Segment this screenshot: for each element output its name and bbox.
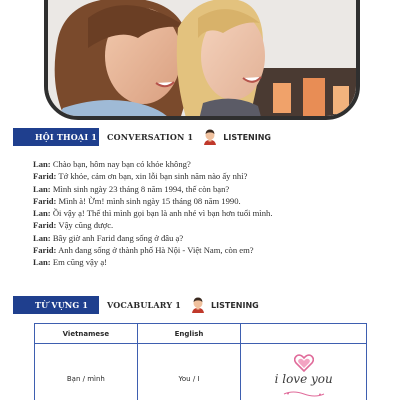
conversation-title: CONVERSATION 1 [107,132,194,142]
heart-icon [294,354,314,372]
speaker-name: Lan: [33,183,51,194]
speaker-name: Lan: [33,159,51,169]
love-text: i love you [274,371,333,386]
speaker-name: Lan: [33,257,51,268]
cell-image [241,344,367,400]
cell-english: You / I [137,344,241,400]
flourish-icon [282,390,326,398]
line-text: Mình sinh ngày 23 tháng 8 năm 1994, thế còn bạn? [50,183,230,194]
line-text: Vậy cũng được. [56,220,114,231]
header-vietnamese: Vietnamese [35,324,138,344]
dialogue-line [33,244,383,256]
header-english: English [137,324,241,344]
line-text: Bây giờ anh Farid đang sống ở đâu ạ? [50,232,184,243]
speaker-name: Farid: [33,220,57,231]
line-text: Anh đang sống ở thành phố Hà Nội - Việt Nam, còn em? [56,245,254,256]
dialogue [33,158,383,269]
speaker-name: Lan: [33,232,51,243]
dialogue-line [33,183,383,195]
dialogue-line [33,170,383,182]
vocabulary-title: VOCABULARY 1 [107,300,182,310]
speaker-name: Farid: [33,171,57,182]
line-text: Ồi vậy ạ! Thế thì mình gọi bạn là anh nhé vì bạn hơn tuổi mình. [50,208,273,219]
two-women-photo [48,0,360,120]
dialogue-line [33,219,383,231]
vocabulary-tag: TỪ VỰNG 1 [13,296,99,314]
conversation-tag: HỘI THOẠI 1 [13,128,99,146]
line-text: Tớ khỏe, cảm ơn bạn, xin lỗi bạn sinh năm nào ấy nhỉ? [56,171,248,182]
speaker-name: Farid: [33,195,57,206]
man-avatar-icon [191,297,205,313]
man-avatar-icon [203,129,217,145]
vocabulary-table [34,323,367,400]
dialogue-line [33,158,383,170]
dialogue-line [33,207,383,219]
conversation-header [13,128,271,146]
line-text: Chào bạn, hôm nay bạn có khỏe không? [50,159,191,169]
line-text: Em cũng vậy ạ! [50,257,107,268]
header-image [241,324,367,344]
vocabulary-header [13,296,259,314]
line-text: Mình à! Ừm! mình sinh ngày 15 tháng 08 năm 1990. [56,195,241,206]
table-header-row [35,324,367,344]
speaker-name: Lan: [33,208,51,219]
love-illustration [274,354,334,400]
header-photo [44,0,360,120]
conversation-listening-label[interactable]: LISTENING [223,132,271,142]
dialogue-line [33,195,383,207]
dialogue-line [33,232,383,244]
dialogue-line [33,256,383,268]
table-row [35,344,367,400]
vocabulary-listening-label[interactable]: LISTENING [211,300,259,310]
speaker-name: Farid: [33,245,57,256]
cell-vietnamese: Bạn / mình [35,344,138,400]
